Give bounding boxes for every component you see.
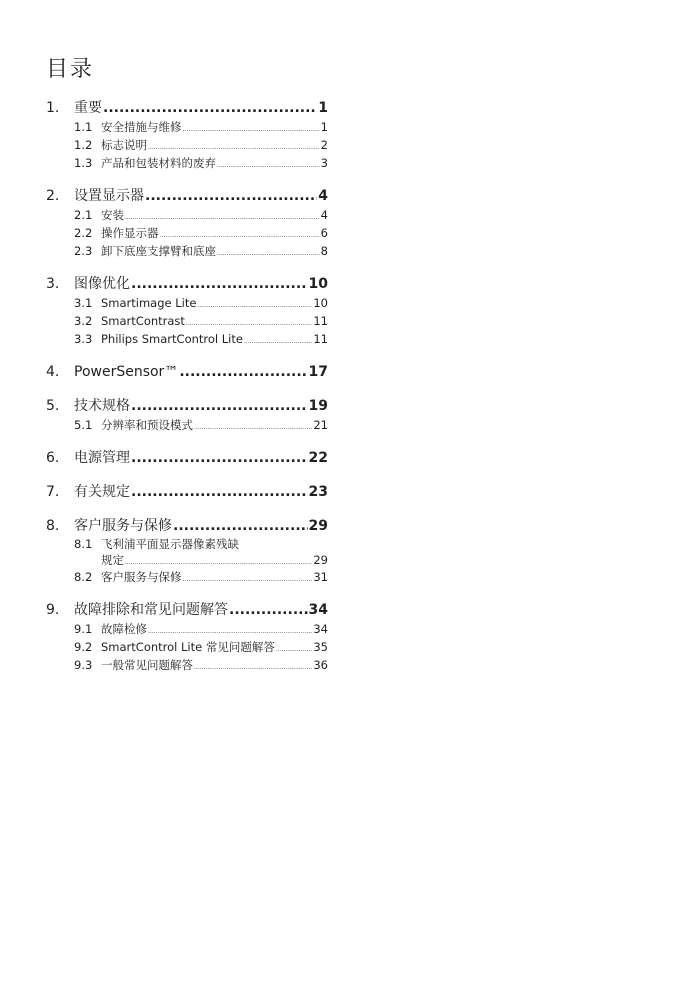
dot-leader — [179, 362, 307, 382]
subsection-number: 8.2 — [74, 570, 93, 584]
subsection-number: 1.3 — [74, 156, 93, 170]
dot-leader — [183, 571, 313, 589]
toc-entry[interactable] — [46, 98, 328, 118]
dot-leader — [103, 98, 317, 118]
page-number: 1 — [320, 120, 328, 134]
toc-section-2 — [46, 186, 328, 260]
toc-subentry[interactable] — [46, 242, 328, 260]
toc-section-9 — [46, 600, 328, 674]
toc-subentry[interactable] — [46, 536, 328, 552]
subsection-number: 9.1 — [74, 622, 93, 636]
dot-leader — [194, 659, 312, 677]
subsection-title: 一般常见问题解答 — [101, 658, 193, 672]
toc-subentry[interactable] — [46, 620, 328, 638]
section-number: 8. — [46, 518, 60, 534]
subsection-number: 3.2 — [74, 314, 93, 328]
subsection-title: 标志说明 — [101, 138, 147, 152]
dot-leader — [131, 448, 308, 468]
section-title: 电源管理 — [74, 450, 130, 466]
section-title: PowerSensor™ — [74, 364, 179, 380]
page-number: 34 — [313, 622, 328, 636]
page-number: 1 — [318, 100, 328, 116]
dot-leader — [131, 396, 308, 416]
toc-section-7 — [46, 482, 328, 502]
toc-subentry[interactable] — [46, 118, 328, 136]
toc-subentry[interactable] — [46, 312, 328, 330]
section-title: 设置显示器 — [74, 188, 144, 204]
toc-section-6 — [46, 448, 328, 468]
subsection-title: 卸下底座支撑臂和底座 — [101, 244, 216, 258]
subsection-number: 1.2 — [74, 138, 93, 152]
subsection-title: 产品和包装材料的废弃 — [101, 156, 216, 170]
toc-subentry[interactable] — [46, 206, 328, 224]
page-number: 11 — [313, 332, 328, 346]
subsection-title: 操作显示器 — [101, 226, 159, 240]
page-number: 19 — [308, 398, 328, 414]
section-number: 6. — [46, 450, 60, 466]
page-number: 4 — [318, 188, 328, 204]
page-title: 目录 — [46, 57, 95, 82]
page-number: 10 — [313, 296, 328, 310]
page-number: 11 — [313, 314, 328, 328]
toc-subentry[interactable] — [46, 330, 328, 348]
page-number: 34 — [308, 602, 328, 618]
toc-entry[interactable] — [46, 362, 328, 382]
section-title: 重要 — [74, 100, 102, 116]
subsection-title: 客户服务与保修 — [101, 570, 182, 584]
section-title: 客户服务与保修 — [74, 518, 172, 534]
section-title: 图像优化 — [74, 276, 130, 292]
subsection-number: 5.1 — [74, 418, 93, 432]
toc-entry[interactable] — [46, 274, 328, 294]
subsection-number: 3.3 — [74, 332, 93, 346]
toc-section-1 — [46, 98, 328, 172]
dot-leader — [229, 600, 308, 620]
page-number: 21 — [313, 418, 328, 432]
toc-section-5 — [46, 396, 328, 434]
dot-leader — [183, 121, 320, 139]
toc-section-8 — [46, 516, 328, 586]
page-number: 4 — [320, 208, 328, 222]
page-number: 23 — [308, 484, 328, 500]
toc-entry[interactable] — [46, 600, 328, 620]
section-number: 7. — [46, 484, 60, 500]
subsection-title: SmartControl Lite 常见问题解答 — [101, 640, 275, 654]
toc-subentry[interactable] — [46, 136, 328, 154]
subsection-number: 2.2 — [74, 226, 93, 240]
subsection-title-continued: 规定 — [101, 553, 124, 567]
page-number: 10 — [308, 276, 328, 292]
toc-subentry[interactable] — [46, 154, 328, 172]
page-number: 36 — [313, 658, 328, 672]
subsection-number: 9.2 — [74, 640, 93, 654]
toc-subentry[interactable] — [46, 656, 328, 674]
toc-entry[interactable] — [46, 396, 328, 416]
page-number: 8 — [320, 244, 328, 258]
page-number: 29 — [313, 553, 328, 567]
subsection-number: 1.1 — [74, 120, 93, 134]
subsection-number: 9.3 — [74, 658, 93, 672]
page-number: 6 — [320, 226, 328, 240]
section-number: 5. — [46, 398, 60, 414]
page-number: 17 — [308, 364, 328, 380]
subsection-title: Smartimage Lite — [101, 296, 197, 310]
toc-entry[interactable] — [46, 482, 328, 502]
table-of-contents — [46, 98, 328, 688]
dot-leader — [145, 186, 317, 206]
dot-leader — [197, 297, 312, 315]
page-number: 3 — [320, 156, 328, 170]
page-number: 31 — [313, 570, 328, 584]
page-number: 35 — [313, 640, 328, 654]
dot-leader — [217, 245, 320, 263]
toc-section-4 — [46, 362, 328, 382]
dot-leader — [173, 516, 308, 536]
dot-leader — [276, 641, 313, 659]
page-number: 22 — [308, 450, 328, 466]
subsection-title: 安全措施与维修 — [101, 120, 182, 134]
toc-subentry[interactable] — [46, 568, 328, 586]
subsection-title: Philips SmartControl Lite — [101, 332, 243, 346]
section-number: 2. — [46, 188, 60, 204]
toc-subentry[interactable] — [46, 294, 328, 312]
toc-subentry[interactable] — [46, 224, 328, 242]
toc-subentry[interactable] — [46, 416, 328, 434]
dot-leader — [217, 157, 320, 175]
subsection-title: 故障检修 — [101, 622, 147, 636]
section-title: 有关规定 — [74, 484, 130, 500]
toc-entry[interactable] — [46, 186, 328, 206]
subsection-title: SmartContrast — [101, 314, 185, 328]
section-title: 故障排除和常见问题解答 — [74, 602, 228, 618]
section-number: 3. — [46, 276, 60, 292]
subsection-number: 3.1 — [74, 296, 93, 310]
dot-leader — [194, 419, 312, 437]
section-title: 技术规格 — [74, 398, 130, 414]
toc-entry[interactable] — [46, 516, 328, 536]
dot-leader — [244, 333, 312, 351]
subsection-title: 飞利浦平面显示器像素残缺 — [101, 537, 239, 551]
subsection-title: 安装 — [101, 208, 124, 222]
subsection-number: 8.1 — [74, 537, 93, 551]
toc-subentry-continuation[interactable] — [46, 552, 328, 568]
toc-entry[interactable] — [46, 448, 328, 468]
section-number: 4. — [46, 364, 60, 380]
section-number: 9. — [46, 602, 60, 618]
subsection-number: 2.3 — [74, 244, 93, 258]
subsection-title: 分辨率和预设模式 — [101, 418, 193, 432]
dot-leader — [131, 274, 308, 294]
subsection-number: 2.1 — [74, 208, 93, 222]
dot-leader — [131, 482, 308, 502]
section-number: 1. — [46, 100, 60, 116]
page-number: 29 — [308, 518, 328, 534]
toc-subentry[interactable] — [46, 638, 328, 656]
toc-section-3 — [46, 274, 328, 348]
page-number: 2 — [320, 138, 328, 152]
